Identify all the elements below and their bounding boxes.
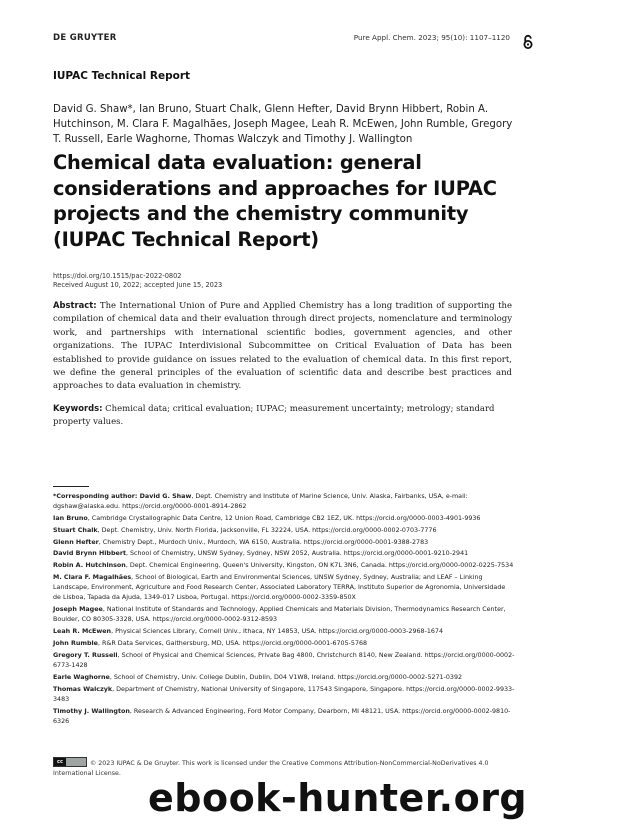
- affiliation-item: M. Clara F. Magalhães, School of Biological, Earth and Environmental Sciences, UNSW Sydney, Sydney, Australia; and LEAF – Linking Landscape, Environment, Agriculture and Food Research Center, Associated Laboratory TERRA, Instituto Superior de Agronomia, Universidade de Lisboa, Tapada da Ajuda, 1349-017 Lisboa, Portugal. https://orcid.org/0000-0002-3359-850X: [53, 573, 506, 602]
- publisher-name: DE GRUYTER: [53, 33, 117, 43]
- abstract: [53, 299, 512, 394]
- affiliation-item: Earle Waghorne, School of Chemistry, Univ. College Dublin, Dublin, D04 V1W8, Ireland. https://orcid.org/0000-0002-5271-0392: [53, 673, 463, 681]
- doi-link[interactable]: https://doi.org/10.1515/pac-2022-0802: [53, 272, 182, 280]
- license-text: © 2023 IUPAC & De Gruyter. This work is licensed under the Creative Commons Attribution-NonCommercial-NoDerivatives 4.0 International License.: [53, 760, 489, 777]
- author-list: David G. Shaw*, Ian Bruno, Stuart Chalk, Glenn Hefter, David Brynn Hibbert, Robin A. Hutchinson, M. Clara F. Magalhães, Joseph Magee, Leah R. McEwen, John Rumble, Gregory T. Russell, Earle Waghorne, Thomas Walczyk and Timothy J. Wallington: [53, 104, 513, 145]
- affiliation-item: Joseph Magee, National Institute of Standards and Technology, Applied Chemicals and Materials Division, Thermodynamics Research Center, Boulder, CO 80305-3328, USA. https://orcid.org/0000-0002-9312-8593: [53, 606, 506, 624]
- affiliation-item: Robin A. Hutchinson, Dept. Chemical Engineering, Queen's University, Kingston, ON K7L 3N6, Canada. https://orcid.org/0000-0002-0225-7534: [53, 562, 514, 570]
- affiliation-item: Stuart Chalk, Dept. Chemistry, Univ. North Florida, Jacksonville, FL 32224, USA. https://orcid.org/0000-0002-0703-7776: [53, 526, 437, 534]
- abstract-text: The International Union of Pure and Applied Chemistry has a long tradition of supporting the compilation of chemical data and their evaluation through direct projects, nomenclature and terminology work, and partnerships with international scientific bodies, government agencies, and other organizations. The IUPAC Interdivisional Subcommittee on Critical Evaluation of Data has been established to provide guidance on issues related to the evaluation of chemical data. In this first report, we define the general principles of the evaluation of scientific data and describe best practices and approaches to data evaluation in chemistry.: [53, 301, 513, 392]
- affiliation-item: Gregory T. Russell, School of Physical and Chemical Sciences, Private Bag 4800, Christchurch 8140, New Zealand. https://orcid.org/0000-0002-6773-1428: [53, 651, 515, 669]
- keywords-text: Chemical data; critical evaluation; IUPAC; measurement uncertainty; metrology; standard property values.: [53, 404, 495, 428]
- affiliation-item: Glenn Hefter, Chemistry Dept., Murdoch Univ., Murdoch, WA 6150, Australia. https://orcid.org/0000-0001-9388-2783: [53, 538, 429, 546]
- keywords-label: Keywords:: [53, 403, 103, 413]
- affiliation-item: David Brynn Hibbert, School of Chemistry, UNSW Sydney, Sydney, NSW 2052, Australia. https://orcid.org/0000-0001-9210-2941: [53, 550, 469, 558]
- watermark: ebook-hunter.org: [148, 776, 528, 820]
- paper-title: Chemical data evaluation: general considerations and approaches for IUPAC projects and the chemistry community (IUPAC Technical Report): [53, 151, 497, 251]
- affiliation-item: John Rumble, R&R Data Services, Gaithersburg, MD, USA. https://orcid.org/0000-0001-6705-5768: [53, 639, 368, 647]
- open-access-icon: [522, 34, 534, 50]
- journal-citation: Pure Appl. Chem. 2023; 95(10): 1107–1120: [353, 33, 510, 42]
- affiliation-item: Leah R. McEwen, Physical Sciences Library, Cornell Univ., Ithaca, NY 14853, USA. https://orcid.org/0000-0003-2968-1674: [53, 628, 443, 636]
- license-note: [53, 758, 513, 778]
- creative-commons-icon: cc: [53, 757, 87, 767]
- footnote-divider: [53, 486, 89, 487]
- received-dates: Received August 10, 2022; accepted June 15, 2023: [53, 281, 223, 289]
- abstract-label: Abstract:: [53, 300, 97, 310]
- affiliations: [53, 492, 515, 729]
- report-type-label: IUPAC Technical Report: [53, 70, 191, 82]
- keywords: [53, 402, 512, 430]
- affiliation-item: Timothy J. Wallington, Research & Advanced Engineering, Ford Motor Company, Dearborn, MI 48121, USA. https://orcid.org/0000-0002-9810-6326: [53, 707, 511, 725]
- affiliation-item: Thomas Walczyk, Department of Chemistry, National University of Singapore, 117543 Singapore, Singapore. https://orcid.org/0000-0002-9933-3483: [53, 685, 515, 703]
- affiliation-item: Ian Bruno, Cambridge Crystallographic Data Centre, 12 Union Road, Cambridge CB2 1EZ, UK. https://orcid.org/0000-0003-4901-9936: [53, 515, 481, 522]
- affiliation-item: *Corresponding author: David G. Shaw, Dept. Chemistry and Institute of Marine Science, Univ. Alaska, Fairbanks, USA, e-mail: dgshaw@alaska.edu. https://orcid.org/0000-0001-8914-2862: [53, 493, 468, 511]
